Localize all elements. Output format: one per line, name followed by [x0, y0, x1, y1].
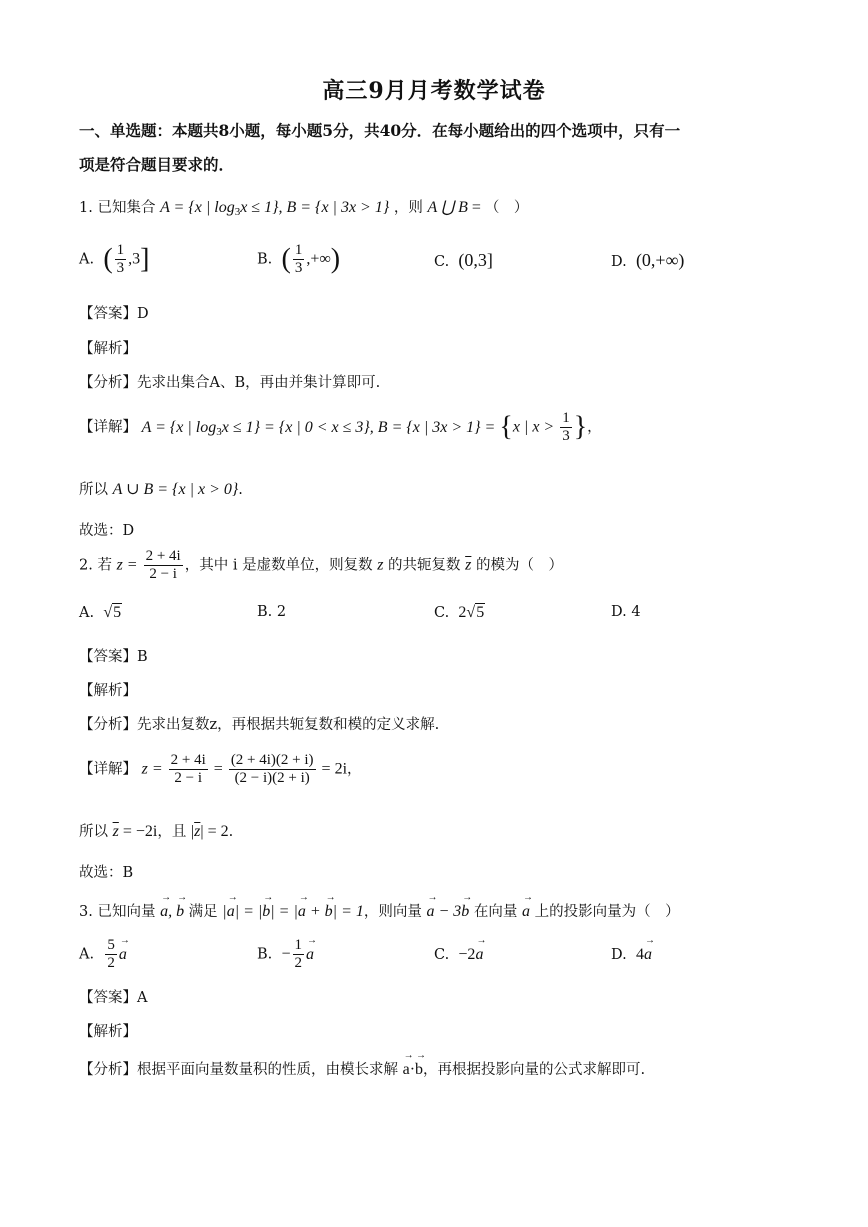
question-3-fenxi: 【分析】根据平面向量数量积的性质，由模长求解 → a·→ b，再根据投影向量的公式求解即可. [79, 1058, 645, 1079]
question-2-option-c: C. 2√5 [434, 604, 485, 621]
question-1-option-a: A. ( $\frac{1}{3}$ ,3] [79, 242, 150, 276]
question-1-option-c: C. (0,3] [434, 250, 493, 270]
question-2-fenxi: 【分析】先求出复数z，再根据共轭复数和模的定义求解. [79, 717, 440, 733]
question-1-jiexi: 【解析】 [79, 341, 137, 357]
question-1-conclusion: 所以 A ∪ B = {x | x > 0}. [79, 481, 243, 498]
question-1-stem: 1. 已知集合 A = {x | $\log_3x \le 1$}, B = {x | 3x > 1} ，则 A ⋃ B = （ ） [79, 199, 529, 218]
question-2-choice: 故选：B [79, 865, 134, 881]
question-2-stem: 2. 若 z = $\frac{2 + 4i}{2 - i}$ ，其中 i 是虚数单位，则复数 z 的共轭复数 $\overline{z}$ 的模为（ ） [79, 548, 563, 582]
question-1-option-d: D. (0,+∞) [611, 250, 685, 270]
section-heading-line1: 一、单选题：本题共8小题，每小题5分，共40分．在每小题给出的四个选项中，只有一 [79, 121, 681, 140]
question-3-option-b: B. − $\frac{1}{2}$ → a [257, 937, 314, 972]
question-1-option-b: B. ( $\frac{1}{3}$ ,+∞) [257, 242, 341, 276]
question-1-set-a: A = {x | $\log_3x \le 1$}, B = {x | 3x > 1} [160, 199, 390, 218]
question-3-jiexi: 【解析】 [79, 1024, 137, 1040]
question-2-jiexi: 【解析】 [79, 683, 137, 699]
section-heading-line2: 项是符合题目要求的． [79, 155, 235, 174]
question-1-fenxi: 【分析】先求出集合A、B，再由并集计算即可. [79, 375, 381, 391]
question-2-option-a: A. √5 [79, 604, 122, 621]
question-2-option-b: B. 2 [257, 604, 287, 620]
question-1-answer: 【答案】D [79, 306, 149, 322]
question-1-prefix: 1. 已知集合 [79, 200, 156, 216]
page-title: 高三9月月考数学试卷 [322, 78, 546, 104]
question-2-answer: 【答案】B [79, 649, 148, 665]
question-2-option-d: D. 4 [611, 604, 641, 620]
question-2-conclusion: 所以 $\overline{z} = -2i$，且 $|\overline{z}| = 2$. [79, 823, 234, 840]
question-3-stem: 3. 已知向量 → a, → b 满足 |→ a| = |→ b| = |→ a + → b| = 1，则向量 → a − 3→ b 在向量 → a 上的投影向量为（ ） [79, 900, 680, 921]
question-3-option-a: A. $\frac{5}{2}$ → a [79, 937, 127, 972]
question-3-option-c: C. −2→ a [434, 946, 483, 964]
question-1-choice: 故选：D [79, 523, 135, 539]
question-1-xiangjie: 【详解】 A = {x | $\log_3x \le 1\} = \{x$ | 0 < x ≤ 3}, B = {x | 3x > 1} = {x | x > $\frac{1}{3}$ }， [79, 410, 602, 444]
question-3-answer: 【答案】A [79, 990, 148, 1006]
question-3-option-d: D. 4→ a [611, 946, 652, 964]
question-2-xiangjie: 【详解】 z = $\frac{2 + 4i}{2 - i}$ = $\frac{(2 + 4i)(2 + i)}{(2 - i)(2 + i)}$ = 2i， [79, 752, 362, 786]
